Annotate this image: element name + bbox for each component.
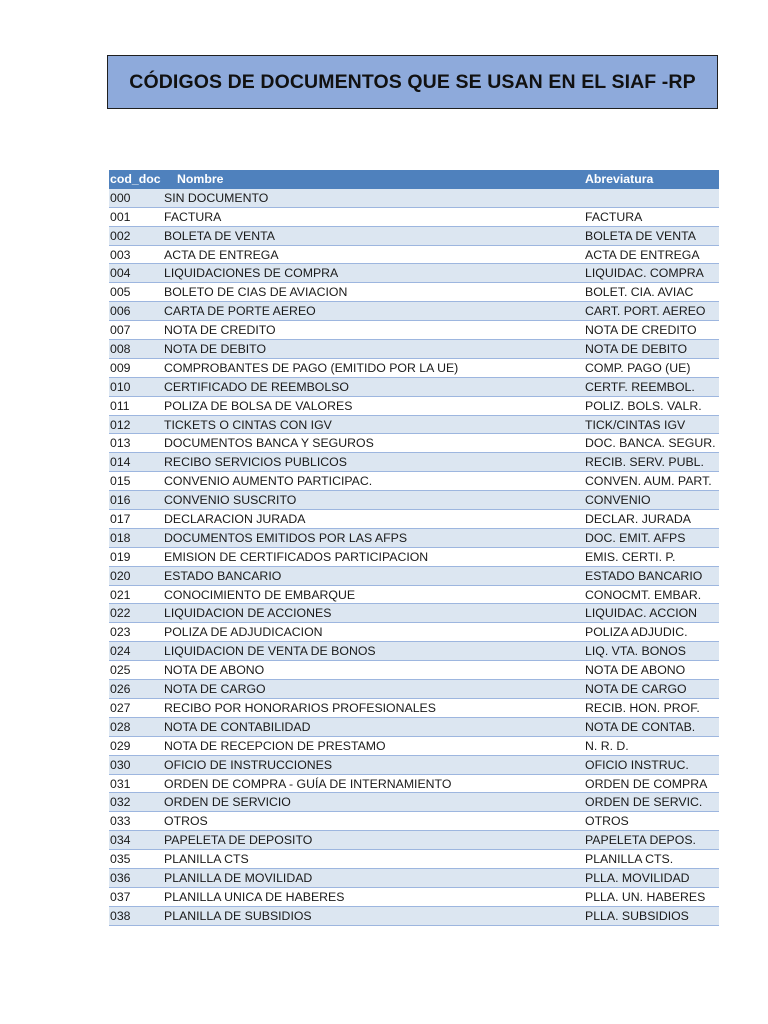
table-row <box>109 869 719 888</box>
row-name: ORDEN DE COMPRA - GUÍA DE INTERNAMIENTO <box>164 776 452 791</box>
table-row <box>109 775 719 794</box>
table-row <box>109 604 719 623</box>
table-row <box>109 642 719 661</box>
row-code: 023 <box>110 625 131 640</box>
row-name: LIQUIDACION DE VENTA DE BONOS <box>164 644 376 659</box>
row-name: NOTA DE CARGO <box>164 682 266 697</box>
row-name: OTROS <box>164 814 208 829</box>
table-row <box>109 491 719 510</box>
row-abbreviation: EMIS. CERTI. P. <box>585 549 676 564</box>
row-code: 018 <box>110 530 131 545</box>
table-row <box>109 888 719 907</box>
row-abbreviation: N. R. D. <box>585 738 629 753</box>
document-codes-table <box>109 170 719 926</box>
row-abbreviation: TICK/CINTAS IGV <box>585 417 686 432</box>
row-abbreviation: ACTA DE ENTREGA <box>585 247 700 262</box>
table-row <box>109 378 719 397</box>
row-name: POLIZA DE ADJUDICACION <box>164 625 323 640</box>
row-name: PLANILLA DE MOVILIDAD <box>164 870 313 885</box>
row-name: PLANILLA CTS <box>164 852 249 867</box>
row-abbreviation: ORDEN DE SERVIC. <box>585 795 703 810</box>
row-name: TICKETS O CINTAS CON IGV <box>164 417 332 432</box>
row-name: DECLARACION JURADA <box>164 512 306 527</box>
row-abbreviation: LIQUIDAC. COMPRA <box>585 266 704 281</box>
row-code: 014 <box>110 455 131 470</box>
row-name: ACTA DE ENTREGA <box>164 247 279 262</box>
row-code: 035 <box>110 852 131 867</box>
table-row <box>109 302 719 321</box>
row-abbreviation: RECIB. SERV. PUBL. <box>585 455 704 470</box>
row-code: 026 <box>110 682 131 697</box>
row-abbreviation: CONOCMT. EMBAR. <box>585 587 702 602</box>
row-code: 005 <box>110 285 131 300</box>
row-name: EMISION DE CERTIFICADOS PARTICIPACION <box>164 549 429 564</box>
row-abbreviation: NOTA DE CONTAB. <box>585 719 696 734</box>
row-name: OFICIO DE INSTRUCCIONES <box>164 757 333 772</box>
row-abbreviation: DOC. BANCA. SEGUR. <box>585 436 716 451</box>
row-name: CONVENIO SUSCRITO <box>164 493 297 508</box>
row-abbreviation: ESTADO BANCARIO <box>585 568 703 583</box>
row-code: 025 <box>110 663 131 678</box>
row-code: 030 <box>110 757 131 772</box>
table-row <box>109 510 719 529</box>
row-code: 034 <box>110 833 131 848</box>
row-name: COMPROBANTES DE PAGO (EMITIDO POR LA UE) <box>164 360 459 375</box>
row-abbreviation: POLIZ. BOLS. VALR. <box>585 398 702 413</box>
row-name: RECIBO SERVICIOS PUBLICOS <box>164 455 347 470</box>
row-code: 031 <box>110 776 131 791</box>
row-abbreviation: PLLA. SUBSIDIOS <box>585 908 689 923</box>
row-abbreviation: CART. PORT. AEREO <box>585 304 706 319</box>
row-abbreviation: OTROS <box>585 814 629 829</box>
row-code: 029 <box>110 738 131 753</box>
row-abbreviation: DOC. EMIT. AFPS <box>585 530 686 545</box>
table-row <box>109 264 719 283</box>
row-code: 020 <box>110 568 131 583</box>
row-name: BOLETO DE CIAS DE AVIACION <box>164 285 348 300</box>
row-code: 008 <box>110 342 131 357</box>
row-name: DOCUMENTOS EMITIDOS POR LAS AFPS <box>164 530 408 545</box>
table-row <box>109 756 719 775</box>
table-row <box>109 793 719 812</box>
row-abbreviation: BOLET. CIA. AVIAC <box>585 285 694 300</box>
row-abbreviation: PLLA. UN. HABERES <box>585 889 706 904</box>
table-row <box>109 699 719 718</box>
row-abbreviation: NOTA DE CARGO <box>585 682 687 697</box>
row-code: 013 <box>110 436 131 451</box>
table-row <box>109 189 719 208</box>
table-row <box>109 567 719 586</box>
row-abbreviation: RECIB. HON. PROF. <box>585 700 700 715</box>
row-abbreviation: PLANILLA CTS. <box>585 852 674 867</box>
row-code: 032 <box>110 795 131 810</box>
table-row <box>109 416 719 435</box>
document-title-box <box>107 55 718 109</box>
row-name: CONOCIMIENTO DE EMBARQUE <box>164 587 356 602</box>
row-name: ESTADO BANCARIO <box>164 568 282 583</box>
header-nombre: Nombre <box>177 172 224 186</box>
row-code: 033 <box>110 814 131 829</box>
table-row <box>109 434 719 453</box>
header-cod-doc: cod_doc <box>110 172 161 186</box>
row-name: POLIZA DE BOLSA DE VALORES <box>164 398 353 413</box>
table-row <box>109 283 719 302</box>
row-name: PLANILLA UNICA DE HABERES <box>164 889 345 904</box>
row-name: LIQUIDACION DE ACCIONES <box>164 606 332 621</box>
row-abbreviation: LIQUIDAC. ACCION <box>585 606 698 621</box>
row-name: FACTURA <box>164 209 222 224</box>
row-abbreviation: DECLAR. JURADA <box>585 512 691 527</box>
table-row <box>109 718 719 737</box>
row-name: PLANILLA DE SUBSIDIOS <box>164 908 312 923</box>
row-name: DOCUMENTOS BANCA Y SEGUROS <box>164 436 374 451</box>
table-row <box>109 623 719 642</box>
row-abbreviation: NOTA DE ABONO <box>585 663 686 678</box>
table-row <box>109 907 719 926</box>
row-name: NOTA DE CONTABILIDAD <box>164 719 311 734</box>
row-code: 024 <box>110 644 131 659</box>
row-name: CERTIFICADO DE REEMBOLSO <box>164 379 349 394</box>
table-row <box>109 246 719 265</box>
row-code: 003 <box>110 247 131 262</box>
table-row <box>109 453 719 472</box>
table-row <box>109 831 719 850</box>
row-code: 037 <box>110 889 131 904</box>
row-name: CONVENIO AUMENTO PARTICIPAC. <box>164 474 373 489</box>
row-name: BOLETA DE VENTA <box>164 228 275 243</box>
row-abbreviation: COMP. PAGO (UE) <box>585 360 691 375</box>
row-abbreviation: OFICIO INSTRUC. <box>585 757 689 772</box>
row-code: 001 <box>110 209 131 224</box>
row-abbreviation: POLIZA ADJUDIC. <box>585 625 688 640</box>
table-row <box>109 359 719 378</box>
row-code: 011 <box>110 398 130 413</box>
row-name: NOTA DE ABONO <box>164 663 265 678</box>
row-name: LIQUIDACIONES DE COMPRA <box>164 266 339 281</box>
row-name: NOTA DE CREDITO <box>164 323 276 338</box>
row-name: RECIBO POR HONORARIOS PROFESIONALES <box>164 700 436 715</box>
row-name: SIN DOCUMENTO <box>164 190 269 205</box>
row-code: 015 <box>110 474 131 489</box>
table-row <box>109 548 719 567</box>
row-code: 004 <box>110 266 131 281</box>
table-row <box>109 208 719 227</box>
table-row <box>109 227 719 246</box>
row-name: NOTA DE RECEPCION DE PRESTAMO <box>164 738 386 753</box>
row-abbreviation: CONVENIO <box>585 493 651 508</box>
row-code: 036 <box>110 870 131 885</box>
table-row <box>109 340 719 359</box>
row-name: ORDEN DE SERVICIO <box>164 795 291 810</box>
row-abbreviation: CONVEN. AUM. PART. <box>585 474 712 489</box>
row-name: NOTA DE DEBITO <box>164 342 267 357</box>
row-code: 028 <box>110 719 131 734</box>
table-row <box>109 812 719 831</box>
row-abbreviation: ORDEN DE COMPRA <box>585 776 708 791</box>
row-code: 010 <box>110 379 131 394</box>
table-header-row <box>109 170 719 189</box>
row-abbreviation: FACTURA <box>585 209 643 224</box>
row-code: 006 <box>110 304 131 319</box>
document-title: CÓDIGOS DE DOCUMENTOS QUE SE USAN EN EL SIAF -RP <box>129 70 696 93</box>
row-code: 007 <box>110 323 131 338</box>
row-abbreviation: BOLETA DE VENTA <box>585 228 696 243</box>
table-row <box>109 680 719 699</box>
row-code: 027 <box>110 700 131 715</box>
row-name: PAPELETA DE DEPOSITO <box>164 833 313 848</box>
row-code: 038 <box>110 908 131 923</box>
row-abbreviation: LIQ. VTA. BONOS <box>585 644 686 659</box>
table-row <box>109 850 719 869</box>
row-abbreviation: PAPELETA DEPOS. <box>585 833 696 848</box>
row-code: 000 <box>110 190 131 205</box>
row-abbreviation: CERTF. REEMBOL. <box>585 379 695 394</box>
row-code: 022 <box>110 606 131 621</box>
table-row <box>109 472 719 491</box>
row-code: 002 <box>110 228 131 243</box>
row-abbreviation: NOTA DE DEBITO <box>585 342 688 357</box>
row-abbreviation: PLLA. MOVILIDAD <box>585 870 690 885</box>
row-abbreviation: NOTA DE CREDITO <box>585 323 697 338</box>
table-row <box>109 737 719 756</box>
row-name: CARTA DE PORTE AEREO <box>164 304 316 319</box>
row-code: 021 <box>110 587 131 602</box>
row-code: 017 <box>110 512 131 527</box>
table-row <box>109 661 719 680</box>
table-row <box>109 321 719 340</box>
row-code: 016 <box>110 493 131 508</box>
table-body <box>109 189 719 926</box>
row-code: 019 <box>110 549 131 564</box>
table-row <box>109 397 719 416</box>
row-code: 012 <box>110 417 131 432</box>
table-row <box>109 586 719 605</box>
row-code: 009 <box>110 360 131 375</box>
header-abreviatura: Abreviatura <box>585 172 654 186</box>
table-row <box>109 529 719 548</box>
